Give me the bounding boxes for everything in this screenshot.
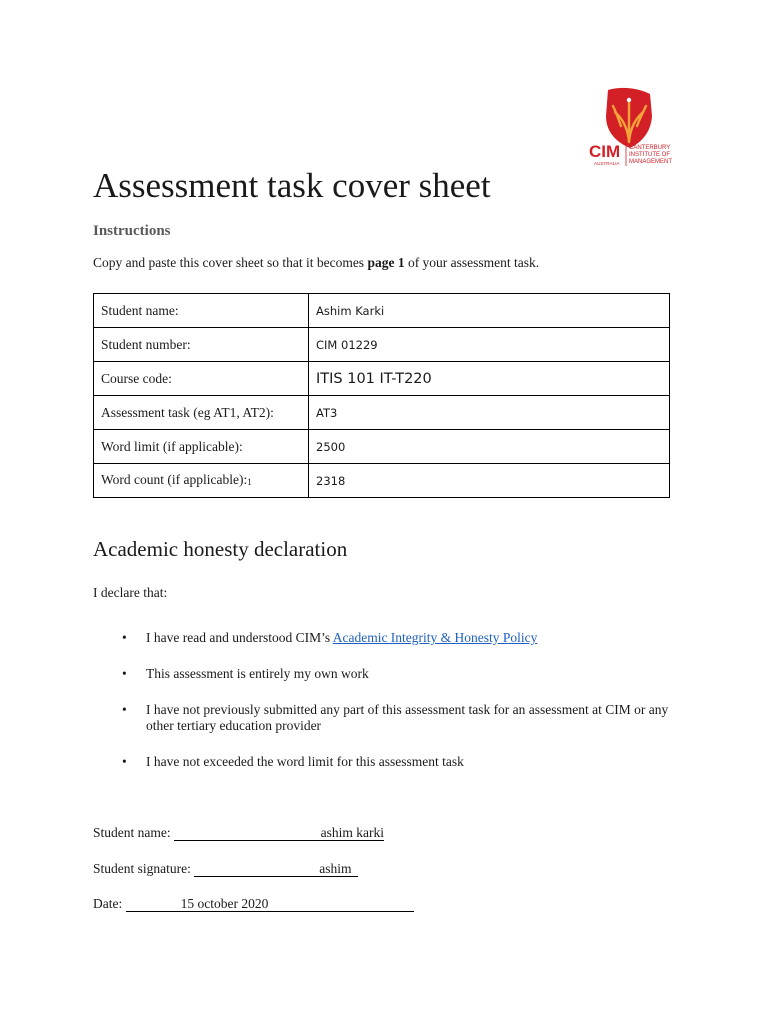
list-item xyxy=(93,702,683,734)
student-name-label: Student name: xyxy=(94,294,309,328)
table-row xyxy=(94,294,670,328)
table-row xyxy=(94,396,670,430)
word-count-value: 2318 xyxy=(309,464,670,498)
table-row xyxy=(94,430,670,464)
signoff-date-field[interactable] xyxy=(126,897,414,912)
instructions-text-after: of your assessment task. xyxy=(404,255,540,270)
logo-tagline-1: CANTERBURY xyxy=(629,145,671,151)
instructions-text-bold: page 1 xyxy=(367,255,405,270)
signoff-name-field[interactable] xyxy=(174,826,384,841)
word-limit-label: Word limit (if applicable): xyxy=(94,430,309,464)
cim-logo xyxy=(588,86,678,170)
integrity-policy-link[interactable]: Academic Integrity & Honesty Policy xyxy=(332,630,538,645)
signoff-date xyxy=(93,896,414,912)
table-row xyxy=(94,464,670,498)
course-code-label: Course code: xyxy=(94,362,309,396)
signoff-name-label: Student name: xyxy=(93,825,171,840)
instructions-heading: Instructions xyxy=(93,223,171,239)
declaration-item-4-text: I have not exceeded the word limit for this assessment task xyxy=(146,754,464,769)
logo-sub: AUSTRALIA xyxy=(594,161,620,166)
logo-tagline-2: INSTITUTE OF xyxy=(629,152,670,158)
signoff-signature-label: Student signature: xyxy=(93,861,191,876)
signoff-signature xyxy=(93,861,358,877)
assessment-task-value: AT3 xyxy=(309,396,670,430)
logo-dot xyxy=(627,98,631,102)
list-item xyxy=(93,630,683,646)
instructions-text-before: Copy and paste this cover sheet so that it becomes xyxy=(93,255,368,270)
word-count-label: Word count (if applicable): xyxy=(101,471,248,487)
word-count-label-cell xyxy=(94,464,309,498)
assessment-task-label: Assessment task (eg AT1, AT2): xyxy=(94,396,309,430)
signoff-signature-field[interactable] xyxy=(194,862,358,877)
signoff-date-label: Date: xyxy=(93,896,123,911)
student-number-label: Student number: xyxy=(94,328,309,362)
logo-wordmark: CIM xyxy=(589,142,621,161)
logo-tagline-3: MANAGEMENT xyxy=(629,159,673,165)
cover-details-table xyxy=(93,293,670,498)
list-item xyxy=(93,754,683,770)
declaration-item-2-text: This assessment is entirely my own work xyxy=(146,666,369,681)
declaration-item-3-text: I have not previously submitted any part of this assessment task for an assessment at CIM or any other tertiary education provider xyxy=(146,702,669,733)
course-code-value: ITIS 101 IT-T220 xyxy=(309,362,670,396)
list-item xyxy=(93,666,683,682)
signoff-signature-value: ashim xyxy=(319,861,352,876)
page-title: Assessment task cover sheet xyxy=(93,166,491,205)
declaration-heading: Academic honesty declaration xyxy=(93,537,348,561)
word-limit-value: 2500 xyxy=(309,430,670,464)
signoff-name-value: ashim karki xyxy=(320,825,384,840)
instructions-text xyxy=(93,255,539,271)
footnote-marker[interactable]: 1 xyxy=(247,476,252,487)
signoff-student-name xyxy=(93,825,384,841)
declaration-item-1-text: I have read and understood CIM’s xyxy=(146,630,333,645)
table-row xyxy=(94,362,670,396)
declaration-intro: I declare that: xyxy=(93,585,168,600)
signoff-date-value: 15 october 2020 xyxy=(180,896,269,911)
declaration-list xyxy=(93,630,683,790)
table-row xyxy=(94,328,670,362)
cim-logo-graphic xyxy=(588,86,678,170)
student-number-value: CIM 01229 xyxy=(309,328,670,362)
student-name-value: Ashim Karki xyxy=(309,294,670,328)
